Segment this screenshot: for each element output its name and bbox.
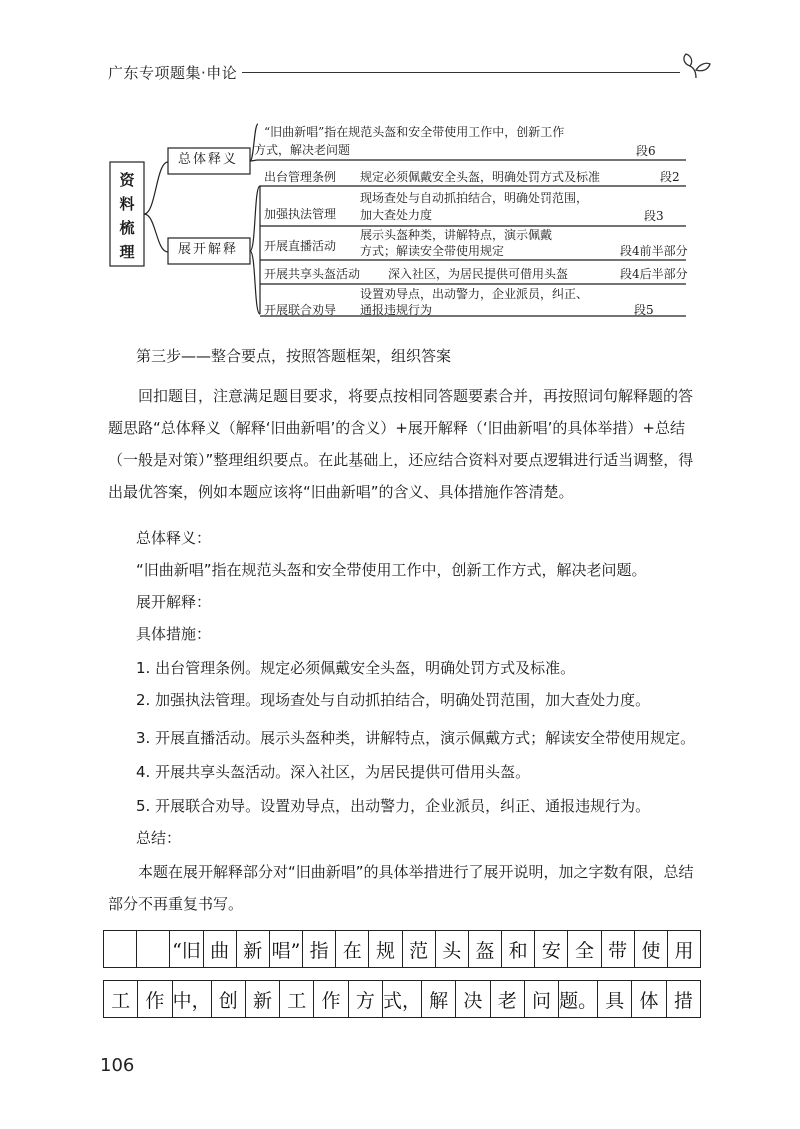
grid-cell: 和 (502, 931, 535, 967)
grid-cell: 老 (491, 981, 525, 1017)
branch-overall: 总体释义 (178, 152, 239, 167)
root-char: 梳 (119, 219, 135, 237)
overall-text: “旧曲新唱”指在规范头盔和安全带使用工作中，创新工作方式，解决老问题。 (136, 561, 647, 579)
header-rule (242, 72, 680, 73)
grid-cell: 安 (535, 931, 568, 967)
grid-cell: 题。 (559, 981, 598, 1017)
overall-line2: 方式，解决老问题 (254, 143, 351, 157)
header-title: 广东专项题集·申论 (108, 64, 238, 82)
grid-cell: 工 (104, 981, 138, 1017)
grid-cell: 解 (422, 981, 456, 1017)
grid-cell: 唱” (270, 931, 303, 967)
summary-label: 总结： (136, 829, 182, 847)
grid-cell: 头 (436, 931, 469, 967)
item-text: 规定必须佩戴安全头盔，明确处罚方式及标准 (360, 170, 601, 184)
root-char: 资 (119, 171, 135, 189)
root-char: 料 (119, 195, 135, 213)
grid-cell: 具 (598, 981, 632, 1017)
grid-cell: 新 (246, 981, 280, 1017)
grid-cell: 带 (602, 931, 635, 967)
page-number: 106 (100, 1055, 135, 1076)
grid-cell (137, 931, 170, 967)
measure-item: 5. 开展联合劝导。设置劝导点，出动警力，企业派员，纠正、通报违规行为。 (136, 797, 651, 815)
item-text: 设置劝导点，出动警力，企业派员，纠正、 (360, 287, 589, 301)
grid-cell: 问 (525, 981, 559, 1017)
grid-cell: 作 (314, 981, 348, 1017)
overall-label: 总体释义： (136, 529, 212, 547)
grid-cell: 在 (336, 931, 369, 967)
grid-cell: 中， (173, 981, 212, 1017)
item-text: 通报违规行为 (360, 303, 433, 317)
item-label: 开展直播活动 (264, 239, 337, 253)
item-label: 开展联合劝导 (264, 303, 337, 317)
item-label: 加强执法管理 (264, 207, 337, 221)
item-label: 开展共享头盔活动 (264, 267, 361, 281)
item-text: 加大查处力度 (360, 208, 433, 222)
grid-cell: 创 (212, 981, 246, 1017)
measure-item: 2. 加强执法管理。现场查处与自动抓拍结合，明确处罚范围，加大查处力度。 (136, 691, 651, 709)
overall-line1: “旧曲新唱”指在规范头盔和安全带使用工作中，创新工作 (264, 125, 565, 139)
item-ref: 段4前半部分 (620, 244, 688, 258)
item-ref: 段3 (644, 209, 664, 223)
item-text: 方式；解读安全带使用规定 (360, 244, 505, 258)
answer-grid-row (103, 980, 701, 1018)
item-text: 展示头盔种类，讲解特点，演示佩戴 (360, 228, 553, 242)
grid-cell: 体 (632, 981, 666, 1017)
item-text: 深入社区，为居民提供可借用头盔 (388, 267, 569, 281)
grid-cell: 作 (138, 981, 172, 1017)
grid-cell: 工 (280, 981, 314, 1017)
grid-cell: 范 (403, 931, 436, 967)
overall-ref: 段6 (636, 144, 656, 158)
item-ref: 段4后半部分 (620, 267, 688, 281)
mindmap-root (116, 168, 138, 264)
grid-cell: 使 (635, 931, 668, 967)
step3-heading: 第三步——整合要点，按照答题框架，组织答案 (136, 347, 452, 365)
mindmap (104, 118, 704, 338)
grid-cell: 指 (303, 931, 336, 967)
grid-cell: 方 (349, 981, 383, 1017)
answer-grid-row (103, 930, 701, 968)
grid-cell: 盔 (469, 931, 502, 967)
sprout-icon (676, 44, 716, 84)
grid-cell: 全 (568, 931, 601, 967)
measures-label: 具体措施： (136, 625, 212, 643)
measure-item: 4. 开展共享头盔活动。深入社区，为居民提供可借用头盔。 (136, 763, 531, 781)
item-ref: 段2 (660, 170, 680, 184)
grid-cell: 措 (673, 989, 693, 1012)
grid-cell: 规 (369, 931, 402, 967)
grid-cell: 用 (674, 939, 694, 962)
intro-paragraph: 回扣题目，注意满足题目要求，将要点按相同答题要素合并，再按照词句解释题的答题思路“总体释义（解释‘旧曲新唱’的含义）+展开解释（‘旧曲新唱’的具体举措）+总结（一般是对策）”整理组织要点。在此基础上，还应结合资料对要点逻辑进行适当调整，得出最优答案，例如本题应该将“旧曲新唱”的含义、具体措施作答清楚。 (108, 387, 694, 501)
grid-cell: “旧 (170, 931, 203, 967)
grid-cell: 决 (456, 981, 490, 1017)
root-char: 理 (119, 243, 135, 261)
branch-expand: 展开解释 (178, 242, 239, 257)
grid-cell: 新 (237, 931, 270, 967)
grid-cell: 式， (383, 981, 422, 1017)
grid-cell: 曲 (204, 931, 237, 967)
item-label: 出台管理条例 (264, 170, 337, 184)
grid-cell (104, 931, 137, 967)
summary-paragraph: 本题在展开解释部分对“旧曲新唱”的具体举措进行了展开说明，加之字数有限，总结部分不再重复书写。 (108, 863, 694, 913)
item-ref: 段5 (634, 303, 654, 317)
measure-item: 3. 开展直播活动。展示头盔种类，讲解特点，演示佩戴方式；解读安全带使用规定。 (136, 729, 696, 747)
expand-label: 展开解释： (136, 593, 212, 611)
measure-item: 1. 出台管理条例。规定必须佩戴安全头盔，明确处罚方式及标准。 (136, 659, 576, 677)
item-text: 现场查处与自动抓拍结合，明确处罚范围， (360, 191, 589, 205)
